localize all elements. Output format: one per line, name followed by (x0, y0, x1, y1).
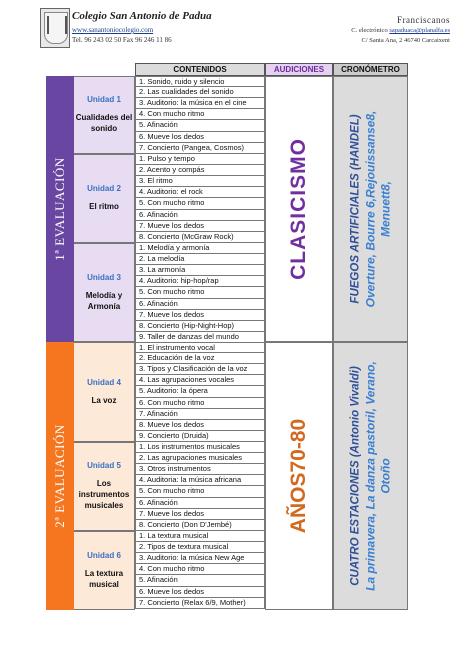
unit-3-title: Unidad 3 (87, 272, 121, 282)
list-item: 7. Concierto (Pangea, Cosmos) (135, 143, 265, 154)
list-item: 5. Con mucho ritmo (135, 287, 265, 298)
list-item: 5. Con mucho ritmo (135, 198, 265, 209)
evaluation-1-label: 1ª EVALUACIÓN (52, 157, 67, 261)
unit-4-cell (74, 342, 135, 442)
cronometro-1-cell (333, 76, 408, 342)
unit-6-items (135, 531, 265, 609)
list-item: 7. Mueve los dedos (135, 509, 265, 520)
list-item: 7. Mueve los dedos (135, 310, 265, 321)
audicion-2-cell (265, 342, 333, 610)
unit-2-cell (74, 154, 135, 243)
evaluation-2-label: 2ª EVALUACIÓN (52, 424, 67, 528)
audicion-1-text: CLASICISMO (287, 138, 310, 280)
unit-2-title: Unidad 2 (87, 184, 121, 194)
list-item: 2. La melodía (135, 254, 265, 265)
unit-5-items (135, 442, 265, 531)
list-item: 8. Concierto (McGraw Rock) (135, 232, 265, 243)
list-item: 4. Auditorio: el rock (135, 187, 265, 198)
list-item: 7. Afinación (135, 409, 265, 420)
unit-2-subtitle: El ritmo (89, 202, 119, 212)
list-item: 6. Afinación (135, 210, 265, 221)
list-item: 2. Las agrupaciones musicales (135, 453, 265, 464)
cronometro-2-title: CUATRO ESTACIONES (Antonio Vivaldi) (349, 366, 361, 586)
unit-6-subtitle: La textura musical (84, 568, 124, 589)
list-item: 3. Auditorio: la música en el cine (135, 98, 265, 109)
unit-4-subtitle: La voz (91, 395, 117, 405)
list-item: 5. Afinación (135, 120, 265, 131)
list-item: 6. Mueve los dedos (135, 132, 265, 143)
list-item: 6. Afinación (135, 299, 265, 310)
cronometro-2-line: Otoño (378, 458, 392, 494)
list-item: 6. Con mucho ritmo (135, 398, 265, 409)
evaluation-2-band (46, 342, 74, 610)
list-item: 9. Concierto (Druida) (135, 431, 265, 442)
unit-1-items (135, 76, 265, 154)
list-item: 4. Auditorio: hip-hop/rap (135, 276, 265, 287)
list-item: 5. Auditorio: la ópera (135, 386, 265, 397)
unit-5-subtitle: Los instrumentos musicales (78, 479, 130, 510)
list-item: 6. Mueve los dedos (135, 587, 265, 598)
list-item: 5. Afinación (135, 575, 265, 586)
audicion-1-cell (265, 76, 333, 342)
list-item: 3. Otros instrumentos (135, 464, 265, 475)
cronometro-1-line: Menuett8, (378, 181, 392, 238)
order-name: Franciscanos (397, 15, 450, 25)
list-item: 2. Las cualidades del sonido (135, 87, 265, 98)
list-item: 1. Sonido, ruido y silencio (135, 76, 265, 87)
unit-6-cell (74, 531, 135, 610)
list-item: 1. Pulso y tempo (135, 154, 265, 165)
list-item: 1. Melodía y armonía (135, 243, 265, 254)
unit-5-title: Unidad 5 (87, 461, 121, 471)
list-item: 8. Concierto (Don D'Jembé) (135, 520, 265, 531)
list-item: 3. Auditorio: la música New Age (135, 553, 265, 564)
list-item: 3. La armonía (135, 265, 265, 276)
unit-2-items (135, 154, 265, 243)
list-item: 7. Concierto (Relax 6/9, Mother) (135, 598, 265, 609)
school-address: C/ Santa Ana, 2 46740 Carcaixent (361, 37, 450, 44)
list-item: 1. El instrumento vocal (135, 342, 265, 353)
list-item: 7. Mueve los dedos (135, 221, 265, 232)
email-label: C. electrónico (351, 27, 388, 34)
list-item: 3. El ritmo (135, 176, 265, 187)
list-item: 5. Con mucho ritmo (135, 486, 265, 497)
cronometro-1-title: FUEGOS ARTIFICIALES (HANDEL) (349, 114, 361, 304)
unit-6-title: Unidad 6 (87, 550, 121, 560)
list-item: 3. Tipos y Clasificación de la voz (135, 364, 265, 375)
cronometro-2-cell (333, 342, 408, 610)
unit-1-cell (74, 76, 135, 154)
list-item: 2. Educación de la voz (135, 353, 265, 364)
evaluation-1-band (46, 76, 74, 342)
cronometro-2-line: La primavera, La danza pastoril, Verano, (363, 361, 377, 591)
list-item: 4. Con mucho ritmo (135, 109, 265, 120)
cronometro-1-line: Overture, Bourre 6,Rejouissanse8, (363, 110, 377, 308)
unit-1-subtitle: Cualidades del sonido (75, 113, 133, 133)
list-item: 2. Acento y compás (135, 165, 265, 176)
column-header-contenidos: CONTENIDOS (135, 63, 265, 76)
unit-4-title: Unidad 4 (87, 377, 121, 387)
unit-3-items (135, 243, 265, 343)
unit-1-title: Unidad 1 (87, 95, 121, 105)
unit-5-cell (74, 442, 135, 531)
unit-4-items (135, 342, 265, 442)
school-website-link[interactable]: www.sanantoniocolegio.com (72, 26, 154, 34)
list-item: 6. Afinación (135, 498, 265, 509)
list-item: 8. Mueve los dedos (135, 420, 265, 431)
list-item: 9. Taller de danzas del mundo (135, 332, 265, 343)
column-header-cronometro: CRONÓMETRO (333, 63, 408, 76)
list-item: 1. La textura musical (135, 531, 265, 542)
list-item: 8. Concierto (Hip-Night-Hop) (135, 321, 265, 332)
list-item: 4. Las agrupaciones vocales (135, 375, 265, 386)
list-item: 1. Los instrumentos musicales (135, 442, 265, 453)
unit-3-subtitle: Melodía y Armonía (85, 290, 123, 311)
list-item: 4. Con mucho ritmo (135, 564, 265, 575)
list-item: 4. Auditoria: la música africana (135, 475, 265, 486)
unit-3-cell (74, 243, 135, 342)
list-item: 2. Tipos de textura musical (135, 542, 265, 553)
email-link[interactable]: sapaduaca@planalfa.es (389, 27, 450, 34)
school-phone: Tel. 96 243 02 50 Fax 96 246 11 86 (72, 36, 172, 44)
school-name: Colegio San Antonio de Padua (72, 10, 212, 22)
column-header-audiciones: AUDICIONES (265, 63, 333, 76)
audicion-2-text: AÑOS70-80 (287, 418, 310, 534)
